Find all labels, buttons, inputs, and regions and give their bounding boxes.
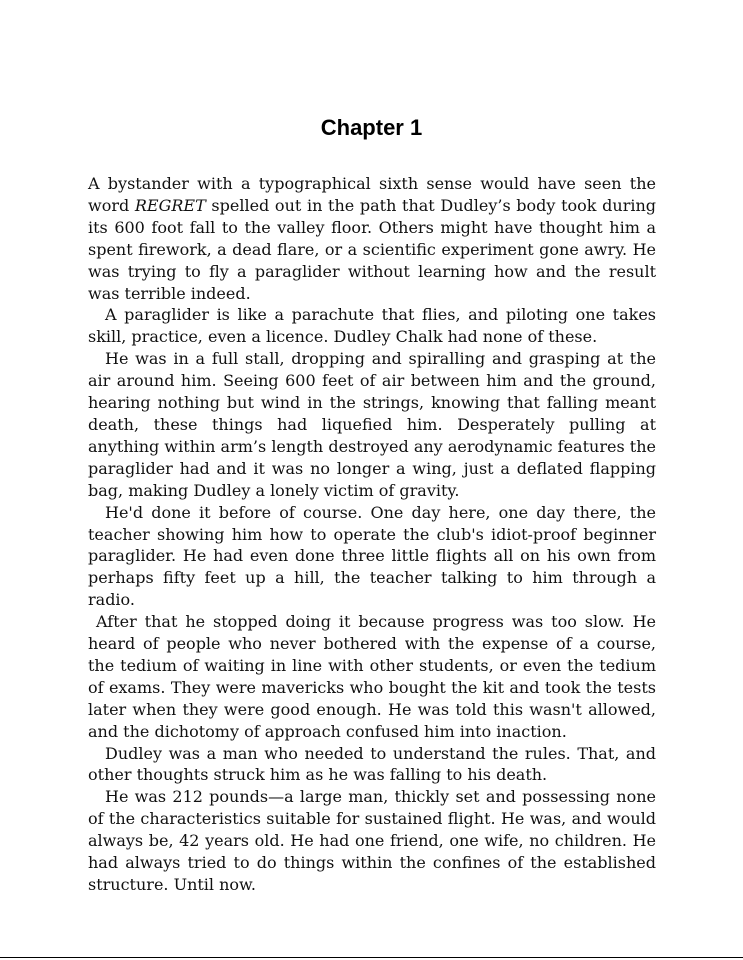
page-bottom-divider	[0, 957, 743, 958]
paragraph-5: After that he stopped doing it because progress was too slow. He heard of people who never bothered with the expense of a course, the tedium of waiting in line with other students, or even the tedium of exams. They were mavericks who bought the kit and took the tests later when they were good enough. He was told this wasn't allowed, and the dichotomy of approach confused him into inaction.	[88, 612, 656, 741]
paragraph-1-end: spelled out in the path that Dudley’s body took during its 600 foot fall to the valley floor. Others might have thought him a spent firework, a dead flare, or a scientific experiment gone awry. He was trying to fly a paraglider without learning how and the result was terrible indeed.	[88, 195, 657, 303]
paragraph-3: He was in a full stall, dropping and spiralling and grasping at the air around him. Seeing 600 feet of air between him and the ground, hearing nothing but wind in the strings, knowing that falling meant death, these things had liquefied him. Desperately pulling at anything within arm’s length destroyed any aerodynamic features the paraglider had and it was no longer a wing, just a deflated flapping bag, making Dudley a lonely victim of gravity.	[88, 349, 656, 500]
paragraph-4: He'd done it before of course. One day here, one day there, the teacher showing him how to operate the club's idiot-proof beginner paraglider. He had even done three little flights all on his own from perhaps fifty feet up a hill, the teacher talking to him through a radio.	[88, 502, 656, 610]
paragraph-1	[88, 173, 656, 304]
paragraph-1-emphasis: REGRET	[134, 195, 206, 215]
paragraph-2: A paraglider is like a parachute that flies, and piloting one takes skill, practice, even a licence. Dudley Chalk had none of these.	[88, 305, 656, 347]
paragraph-1-start: A bystander with a typographical sixth sense would have seen the word	[88, 174, 656, 215]
chapter-title: Chapter 1	[320, 115, 423, 140]
chapter-body	[88, 173, 656, 896]
paragraph-7: He was 212 pounds—a large man, thickly set and possessing none of the characteristics suitable for sustained flight. He was, and would always be, 42 years old. He had one friend, one wife, no children. He had always tried to do things within the confines of the established structure. Until now.	[88, 787, 656, 894]
paragraph-6: Dudley was a man who needed to understand the rules. That, and other thoughts struck him as he was falling to his death.	[88, 743, 656, 785]
